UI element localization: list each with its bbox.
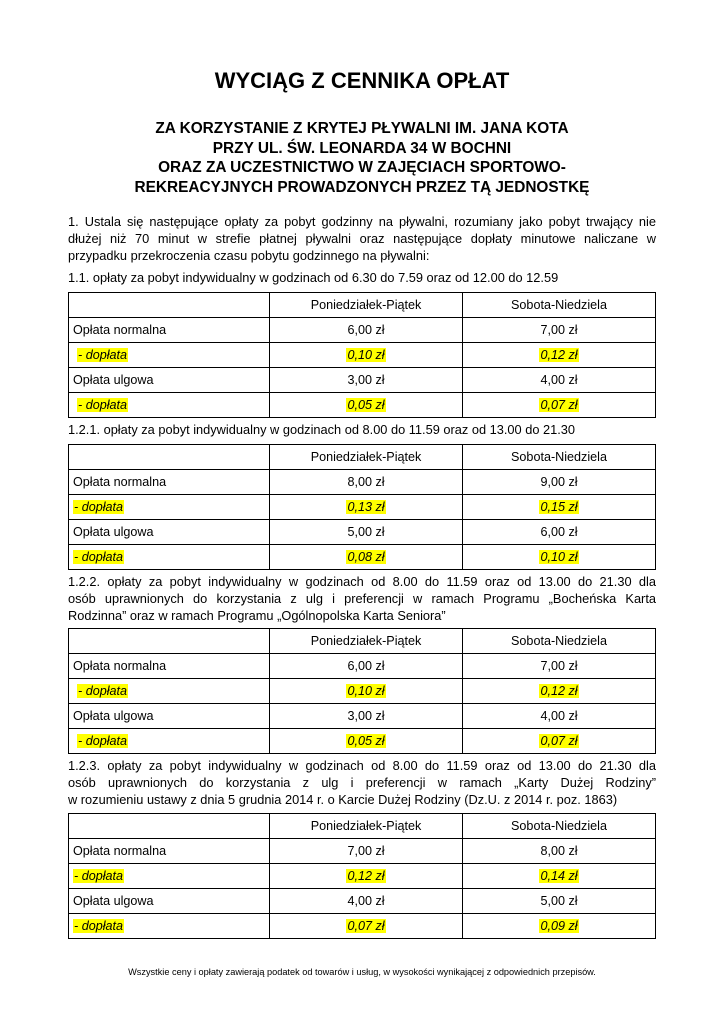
document-subtitle <box>60 119 664 197</box>
price-weekday: 8,00 zł <box>270 470 463 495</box>
row-label-surcharge: - dopłata <box>74 919 124 933</box>
column-header-weekend: Sobota-Niedziela <box>463 293 656 318</box>
caption-line: 1.2.1. opłaty za pobyt indywidualny w godzinach od 8.00 do 11.59 oraz od 13.00 do 21.30 <box>68 422 576 437</box>
subtitle-line: ORAZ ZA UCZESTNICTWO W ZAJĘCIACH SPORTOWO- <box>158 159 566 176</box>
subtitle-line: PRZY UL. ŚW. LEONARDA 34 W BOCHNI <box>212 139 512 157</box>
price-weekend: 6,00 zł <box>463 520 656 545</box>
table-row <box>69 839 656 864</box>
subtitle-line: REKREACYJNYCH PROWADZONYCH PRZEZ TĄ JEDNOSTKĘ <box>134 178 590 196</box>
surcharge-weekend: 0,07 zł <box>540 734 578 748</box>
price-weekend: 7,00 zł <box>463 318 656 343</box>
table-header-row <box>69 629 656 654</box>
price-weekday: 5,00 zł <box>270 520 463 545</box>
surcharge-weekend: 0,07 zł <box>540 398 578 412</box>
table-header-row <box>69 814 656 839</box>
document-title: WYCIĄG Z CENNIKA OPŁAT <box>214 68 510 93</box>
row-label-surcharge: - dopłata <box>74 869 124 883</box>
price-table <box>68 444 656 570</box>
row-label-normal: Opłata normalna <box>69 839 270 864</box>
section-caption <box>68 574 656 624</box>
caption-line: w rozumieniu ustawy z dnia 5 grudnia 2014 r. o Karcie Dużej Rodziny (Dz.U. z 2014 r. poz. 1863) <box>68 791 618 807</box>
price-weekday: 6,00 zł <box>270 318 463 343</box>
row-label-reduced: Opłata ulgowa <box>69 520 270 545</box>
price-table <box>68 813 656 939</box>
price-weekday: 3,00 zł <box>270 368 463 393</box>
surcharge-weekday: 0,10 zł <box>347 684 385 698</box>
row-label-surcharge: - dopłata <box>78 398 128 412</box>
row-label-reduced: Opłata ulgowa <box>69 704 270 729</box>
intro-line: 1. Ustala się następujące opłaty za pobyt godzinny na pływalni, rozumiany jako pobyt trwający nie <box>68 214 656 229</box>
table-row <box>69 343 656 368</box>
price-table <box>68 628 656 754</box>
price-weekend: 7,00 zł <box>463 654 656 679</box>
intro-line: przypadku przekroczenia czasu pobytu godzinnego na pływalni: <box>68 247 430 263</box>
caption-line: osób uprawnionych do korzystania z ulg i preferencji w ramach Programu „Bocheńska Karta <box>68 590 656 606</box>
column-header-weekday: Poniedziałek-Piątek <box>270 629 463 654</box>
surcharge-weekday: 0,05 zł <box>347 734 385 748</box>
row-label-normal: Opłata normalna <box>69 470 270 495</box>
section-caption <box>68 758 656 808</box>
caption-line: 1.2.3. opłaty za pobyt indywidualny w godzinach od 8.00 do 11.59 oraz od 13.00 do 21.30 dla <box>68 758 656 773</box>
row-label-surcharge: - dopłata <box>78 348 128 362</box>
table-row <box>69 368 656 393</box>
row-label-reduced: Opłata ulgowa <box>69 368 270 393</box>
price-weekend: 4,00 zł <box>463 704 656 729</box>
column-header-weekend: Sobota-Niedziela <box>463 814 656 839</box>
header-empty-cell <box>69 445 270 470</box>
table-row <box>69 864 656 889</box>
table-row <box>69 654 656 679</box>
subtitle-line: ZA KORZYSTANIE Z KRYTEJ PŁYWALNI IM. JANA KOTA <box>155 120 569 137</box>
table-row <box>69 679 656 704</box>
row-label-reduced: Opłata ulgowa <box>69 889 270 914</box>
row-label-surcharge: - dopłata <box>74 550 124 564</box>
header-empty-cell <box>69 814 270 839</box>
row-label-surcharge: - dopłata <box>78 684 128 698</box>
surcharge-weekend: 0,10 zł <box>540 550 578 564</box>
intro-paragraph <box>68 214 656 264</box>
surcharge-weekend: 0,14 zł <box>540 869 578 883</box>
price-weekend: 4,00 zł <box>463 368 656 393</box>
table-row <box>69 889 656 914</box>
surcharge-weekday: 0,12 zł <box>347 869 385 883</box>
table-row <box>69 704 656 729</box>
header-empty-cell <box>69 293 270 318</box>
surcharge-weekend: 0,12 zł <box>540 684 578 698</box>
row-label-normal: Opłata normalna <box>69 654 270 679</box>
price-weekday: 4,00 zł <box>270 889 463 914</box>
price-weekday: 6,00 zł <box>270 654 463 679</box>
table-row <box>69 545 656 570</box>
row-label-normal: Opłata normalna <box>69 318 270 343</box>
price-weekend: 8,00 zł <box>463 839 656 864</box>
column-header-weekday: Poniedziałek-Piątek <box>270 814 463 839</box>
caption-line: osób uprawnionych do korzystania z ulg i preferencji w ramach „Karty Dużej Rodziny” <box>68 774 656 790</box>
section-caption <box>68 422 656 439</box>
surcharge-weekday: 0,05 zł <box>347 398 385 412</box>
footer-note: Wszystkie ceny i opłaty zawierają podatek od towarów i usług, w wysokości wynikającej z odpowiednich przepisów. <box>128 967 596 977</box>
surcharge-weekday: 0,08 zł <box>347 550 385 564</box>
price-weekend: 5,00 zł <box>463 889 656 914</box>
caption-line: Rodzinna” oraz w ramach Programu „Ogólnopolska Karta Seniora” <box>68 607 446 623</box>
surcharge-weekday: 0,13 zł <box>347 500 385 514</box>
table-header-row <box>69 293 656 318</box>
row-label-surcharge: - dopłata <box>78 734 128 748</box>
price-weekday: 7,00 zł <box>270 839 463 864</box>
table-row <box>69 470 656 495</box>
intro-line: dłużej niż 70 minut w strefie płatnej pływalni oraz następujące dopłaty minutowe naliczane w <box>68 230 656 246</box>
table-row <box>69 318 656 343</box>
table-row <box>69 393 656 418</box>
surcharge-weekend: 0,09 zł <box>540 919 578 933</box>
column-header-weekend: Sobota-Niedziela <box>463 629 656 654</box>
column-header-weekend: Sobota-Niedziela <box>463 445 656 470</box>
surcharge-weekend: 0,15 zł <box>540 500 578 514</box>
table-row <box>69 729 656 754</box>
surcharge-weekend: 0,12 zł <box>540 348 578 362</box>
price-weekend: 9,00 zł <box>463 470 656 495</box>
table-row <box>69 495 656 520</box>
surcharge-weekday: 0,10 zł <box>347 348 385 362</box>
section-caption <box>68 270 656 287</box>
column-header-weekday: Poniedziałek-Piątek <box>270 445 463 470</box>
table-header-row <box>69 445 656 470</box>
caption-line: 1.2.2. opłaty za pobyt indywidualny w godzinach od 8.00 do 11.59 oraz od 13.00 do 21.30 dla <box>68 574 656 589</box>
price-weekday: 3,00 zł <box>270 704 463 729</box>
table-row <box>69 914 656 939</box>
surcharge-weekday: 0,07 zł <box>347 919 385 933</box>
price-table <box>68 292 656 418</box>
table-row <box>69 520 656 545</box>
row-label-surcharge: - dopłata <box>74 500 124 514</box>
column-header-weekday: Poniedziałek-Piątek <box>270 293 463 318</box>
header-empty-cell <box>69 629 270 654</box>
caption-line: 1.1. opłaty za pobyt indywidualny w godzinach od 6.30 do 7.59 oraz od 12.00 do 12.59 <box>68 270 559 285</box>
